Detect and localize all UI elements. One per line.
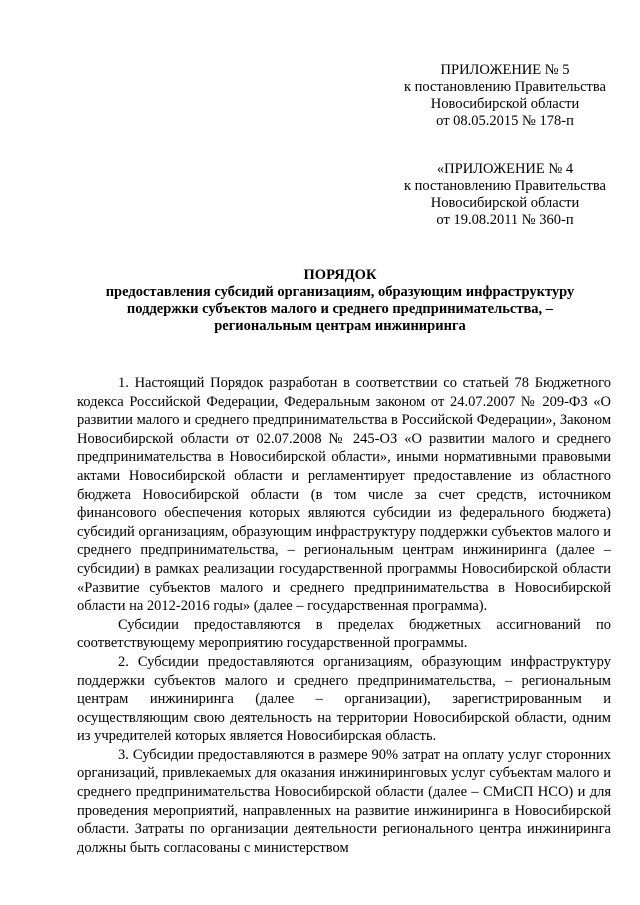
paragraph-3: 2. Субсидии предоставляются организациям, образующим инфраструктуру поддержки субъектов малого и среднего предпринимательства, – региональным центрам инжиниринга (далее – организации), зарегистрированным и осуществляющим свою деятельность на территории Новосибирской области, одним из учредителей которых является Новосибирская область. [77,653,611,745]
heading-subtitle-line2: поддержки субъектов малого и среднего предпринимательства, – [126,301,554,317]
appendix-5-line1: к постановлению Правительства [404,79,606,95]
document-heading [60,267,620,335]
appendix-4-line2: Новосибирской области [430,195,580,211]
appendix-5-title: ПРИЛОЖЕНИЕ № 5 [440,62,570,78]
appendix-5-line2: Новосибирской области [430,96,580,112]
appendix-5-header [400,62,610,130]
paragraph-4: 3. Субсидии предоставляются в размере 90% затрат на оплату услуг сторонних организаций, привлекаемых для оказания инжиниринговых услуг субъектам малого и среднего предпринимательства Новосибирской области (далее – СМиСП НСО) и для проведения мероприятий, направленных на развитие инжиниринга в Новосибирской области. Затраты по организации деятельности регионального центра инжиниринга должны быть согласованы с министерством [77,746,611,856]
heading-title: ПОРЯДОК [303,267,377,283]
appendix-4-header [400,161,610,229]
heading-subtitle-line3: региональным центрам инжиниринга [214,318,466,334]
document-body [77,374,611,857]
paragraph-1: 1. Настоящий Порядок разработан в соответствии со статьей 78 Бюджетного кодекса Российской Федерации, Федеральным законом от 24.07.2007 № 209-ФЗ «О развитии малого и среднего предпринимательства в Российской Федерации», Законом Новосибирской области от 02.07.2008 № 245-ОЗ «О развитии малого и среднего предпринимательства в Новосибирской области», иными нормативными правовыми актами Новосибирской области и регламентирует предоставление из областного бюджета Новосибирской области (в том числе за счет средств, источником финансового обеспечения которых являются субсидии из федерального бюджета) субсидий организациям, образующим инфраструктуру поддержки субъектов малого и среднего предпринимательства, – региональным центрам инжиниринга (далее – субсидии) в рамках реализации государственной программы Новосибирской области «Развитие субъектов малого и среднего предпринимательства в Новосибирской области на 2012-2016 годы» (далее – государственная программа). [77,375,611,615]
heading-subtitle-line1: предоставления субсидий организациям, образующим инфраструктуру [105,284,575,300]
appendix-4-title: «ПРИЛОЖЕНИЕ № 4 [436,161,574,177]
appendix-4-line3: от 19.08.2011 № 360-п [436,212,574,228]
paragraph-2: Субсидии предоставляются в пределах бюджетных ассигнований по соответствующему мероприятию государственной программы. [77,616,611,652]
appendix-5-line3: от 08.05.2015 № 178-п [436,113,574,129]
appendix-4-line1: к постановлению Правительства [404,178,606,194]
